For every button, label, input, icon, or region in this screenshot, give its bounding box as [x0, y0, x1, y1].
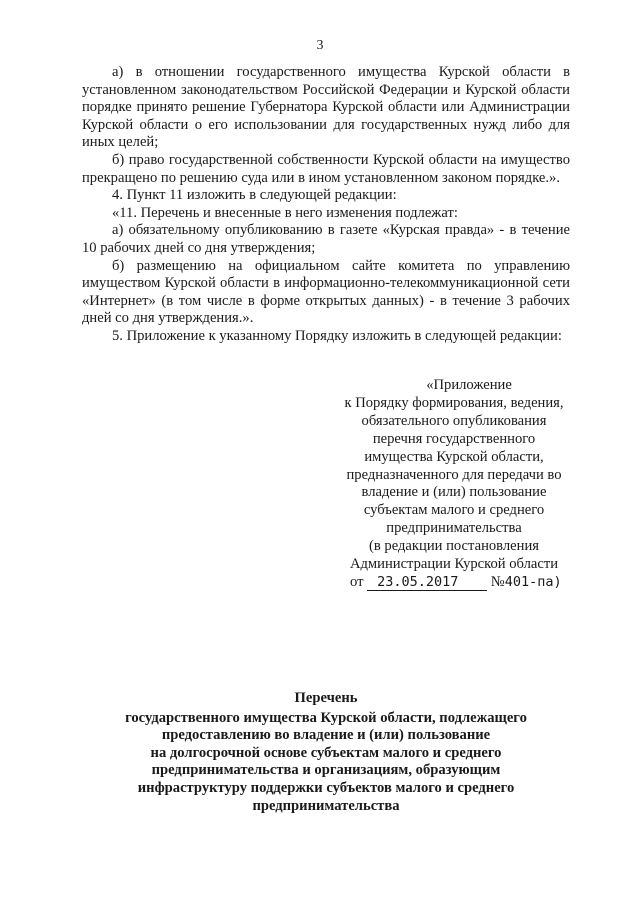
list-subtitle-line: на долгосрочной основе субъектам малого и среднего — [150, 744, 502, 761]
appendix-line: «Приложение — [426, 377, 512, 393]
paragraph-item-a: а) в отношении государственного имущества Курской области в установленном законодательством Российской Федерации и Курской области порядке принято решение Губернатора Курской области или Администрации Курской области о его использовании для государственных нужд либо для иных целей; — [82, 64, 570, 151]
appendix-line: предназначенного для передачи во — [346, 466, 562, 483]
appendix-line: (в редакции постановления — [369, 538, 539, 555]
number-prefix: № — [490, 573, 505, 590]
list-heading: Перечень — [294, 690, 358, 706]
list-subtitle-line: инфраструктуру поддержки субъектов малого и среднего — [137, 779, 515, 796]
appendix-line: владение и (или) пользование — [361, 484, 547, 501]
appendix-line: обязательного опубликования — [361, 412, 547, 429]
paragraph-point-5: 5. Приложение к указанному Порядку изложить в следующей редакции: — [112, 327, 562, 344]
appendix-line: предпринимательства — [386, 520, 522, 537]
number-value: 401-па) — [504, 573, 562, 590]
paragraph-point-11-b: б) размещению на официальном сайте комитета по управлению имуществом Курской области в информационно-телекоммуникационной сети «Интернет» (в том числе в форме открытых данных) - в течение 3 рабочих дней со дня утверждения.». — [82, 257, 570, 327]
appendix-line: имущества Курской области, — [364, 448, 544, 465]
date-value: 23.05.2017 — [367, 575, 487, 591]
appendix-line: Администрации Курской области — [349, 556, 559, 573]
list-subtitle-line: предпринимательства — [252, 797, 400, 814]
paragraph-point-11-a: а) обязательному опубликованию в газете «Курская правда» - в течение 10 рабочих дней со дня утверждения; — [82, 222, 570, 256]
appendix-line: к Порядку формирования, ведения, — [344, 394, 564, 411]
appendix-date-number-line — [330, 574, 578, 592]
document-body — [82, 64, 570, 346]
list-title-block — [82, 690, 570, 815]
appendix-line: субъектам малого и среднего — [363, 502, 545, 519]
paragraph-point-11: «11. Перечень и внесенные в него изменения подлежат: — [112, 204, 458, 221]
paragraph-point-4: 4. Пункт 11 изложить в следующей редакции: — [112, 187, 397, 204]
list-subtitle-line: государственного имущества Курской области, подлежащего — [125, 709, 527, 726]
appendix-line: перечня государственного — [372, 430, 536, 447]
page-number: 3 — [316, 38, 324, 53]
appendix-header — [330, 377, 578, 592]
date-prefix: от — [350, 573, 364, 590]
paragraph-item-b: б) право государственной собственности Курской области на имущество прекращено по решению суда или в ином установленном законом порядке.». — [82, 151, 570, 186]
list-subtitle-line: предпринимательства и организациям, образующим — [151, 762, 501, 779]
list-subtitle-line: предоставлению во владение и (или) пользование — [161, 727, 491, 744]
